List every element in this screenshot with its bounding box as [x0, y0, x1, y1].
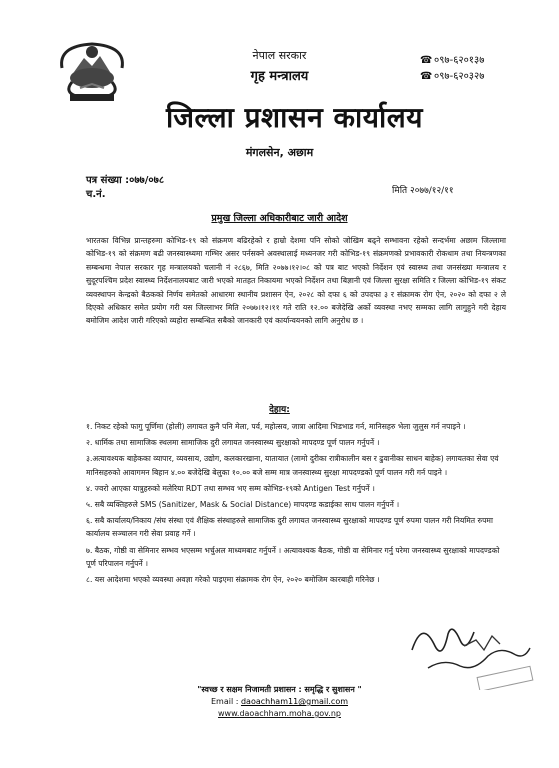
telephone-icon: ☎ [420, 71, 433, 82]
footer-email [0, 697, 559, 706]
dispatch-number: च.नं. [86, 189, 106, 200]
letter-date: मिति २०७७/१२/११ [392, 186, 454, 196]
phone-line-2 [420, 69, 484, 85]
letter-number: पत्र संख्या :०७७/०७८ [86, 175, 165, 186]
telephone-icon: ☎ [420, 55, 433, 66]
government-name: नेपाल सरकार [252, 49, 307, 62]
office-title: जिल्ला प्रशासन कार्यालय [165, 101, 424, 134]
email-label: Email : [210, 697, 241, 706]
list-item: ७. बैठक, गोष्ठी वा सेमिनार सम्भव भएसम्म भर्चुअल माध्यमबाट गर्नुपर्ने । अत्यावश्यक बैठक, गोष्ठी वा सेमिनार गर्नु परेमा जनस्वास्थ्य सुरक्षाको मापदण्डको पूर्ण परिपालन गर्नुपर्ने । [86, 545, 500, 568]
phone-numbers [420, 53, 484, 85]
phone-number: ०९७-६२०३२७ [434, 71, 485, 82]
handwritten-signature [404, 610, 534, 690]
order-list [86, 420, 511, 589]
footer-slogan: "स्वच्छ र सक्षम निजामती प्रशासन : समृद्धि र सुशासन " [197, 685, 362, 694]
list-item: ३.अत्यावश्यक बाहेकका व्यापार, व्यवसाय, उद्योग, कलकारखाना, यातायात (लामो दुरीका रात्रीकालीन बस र ढुवानीका साधन बाहेक) लगायतका सेवा एवं मानिसहरुको आवागमन बिहान ४.०० बजेदेखि बेलुका १०.०० बजे सम्म मात्र जनस्वास्थ्य सुरक्षा मापदण्डको पूर्ण पालन गरी गर्न पाइने । [86, 454, 499, 477]
list-item: ४. ज्वरो आएका यात्रुहरुको मलेरिया RDT तथा सम्भव भए सम्म कोभिड-१९को Antigen Test गर्नुपर्ने । [86, 483, 375, 493]
email-link[interactable]: daoachham11@gmail.com [240, 697, 349, 706]
ministry-name: गृह मन्त्रालय [250, 69, 309, 84]
subject-line: प्रमुख जिल्ला अधिकारीबाट जारी आदेश [211, 213, 348, 224]
list-item: ६. सबै कार्यालय/निकाय /संघ संस्था एवं शैक्षिक संस्थाहरुले सामाजिक दुरी लगायत जनस्वास्थ्य सुरक्षाको मापदण्ड पूर्ण रुपमा पालन गरी नियमित रुपमा कार्यालय सञ्चालन गरी सेवा प्रवाह गर्ने । [86, 516, 493, 539]
website-link[interactable]: www.daoachham.moha.gov.np [218, 709, 341, 718]
office-location: मंगलसेन, अछाम [245, 146, 314, 159]
list-item: ८. यस आदेशमा भएको व्यवस्था अवज्ञा गरेको पाइएमा संक्रामक रोग ऐन, २०२० बमोजिम कारबाही गरिनेछ । [86, 575, 380, 585]
phone-line-1 [420, 53, 484, 69]
list-item: २. धार्मिक तथा सामाजिक स्थलमा सामाजिक दुरी लगायत जनस्वास्थ्य सुरक्षाको मापदण्ड पूर्ण पालन गर्नुपर्ने । [86, 438, 380, 448]
list-item: ५. सबै व्यक्तिहरुले SMS (Sanitizer, Mask & Social Distance) मापदण्ड कडाईका साथ पालन गर्नुपर्ने । [86, 500, 400, 510]
phone-number: ०९७-६२०१३७ [434, 55, 485, 66]
section-heading: देहाय: [269, 405, 290, 415]
body-paragraph: भारतका विभिन्न प्रान्तहरुमा कोभिड-१९ को संक्रमण बढिरहेको र हाम्रो देशमा पनि सोको जोखिम बढ्ने सम्भावना रहेको सन्दर्भमा अछाम जिल्लामा कोभिड-१९ को संक्रमण बढी जनस्वास्थ्यमा गम्भिर असर पर्नसक्ने अवस्थालाई मध्यनजर गरी कोभिड-१९ संक्रमणको प्रभावकारी रोकथाम तथा नियन्त्रणका सम्बन्धमा नेपाल सरकार गृह मन्त्रालयको चलानी नं २८६७, मिति २०७७।१२।०८ को पत्र बाट भएको निर्देशन एवं स्वास्थ्य तथा जनसंख्या मन्त्रालय र सुदूरपश्चिम प्रदेश स्वास्थ्य निर्देशनालयबाट जारी भएको मातहत निकायमा भएको निर्देशन तथा बिज्ञानी एवं जिल्ला सुरक्षा समिति र जिल्ला कोभिड-१९ संकट व्यवस्थापन केन्द्रको बैठकको निर्णय समेतको आधारमा स्थानीय प्रशासन ऐन, २०२८ को दफा ६ को उपदफा ३ र संक्रामक रोग ऐन, २०२० को दफा २ ले दिएको अधिकार समेत प्रयोग गरी यस जिल्लाभर मिति २०७७।१२।११ गते राति १२.०० बजेदेखि अर्को व्यवस्था नभए सम्मका लागि लागुहुने गरी देहाय बमोजिम आदेश जारी गरिएको व्यहोरा सम्बन्धित सबैको जानकारी एवं कार्यान्वयनको लागि अनुरोध छ । [86, 236, 506, 326]
list-item: १. निकट रहेको फागु पूर्णिमा (होली) लगायत कुनै पनि मेला, पर्व, महोत्सव, जात्रा आदिमा भिडभाड गर्न, मानिसहरु भेला जुलुस गर्न नपाइने । [86, 422, 466, 431]
